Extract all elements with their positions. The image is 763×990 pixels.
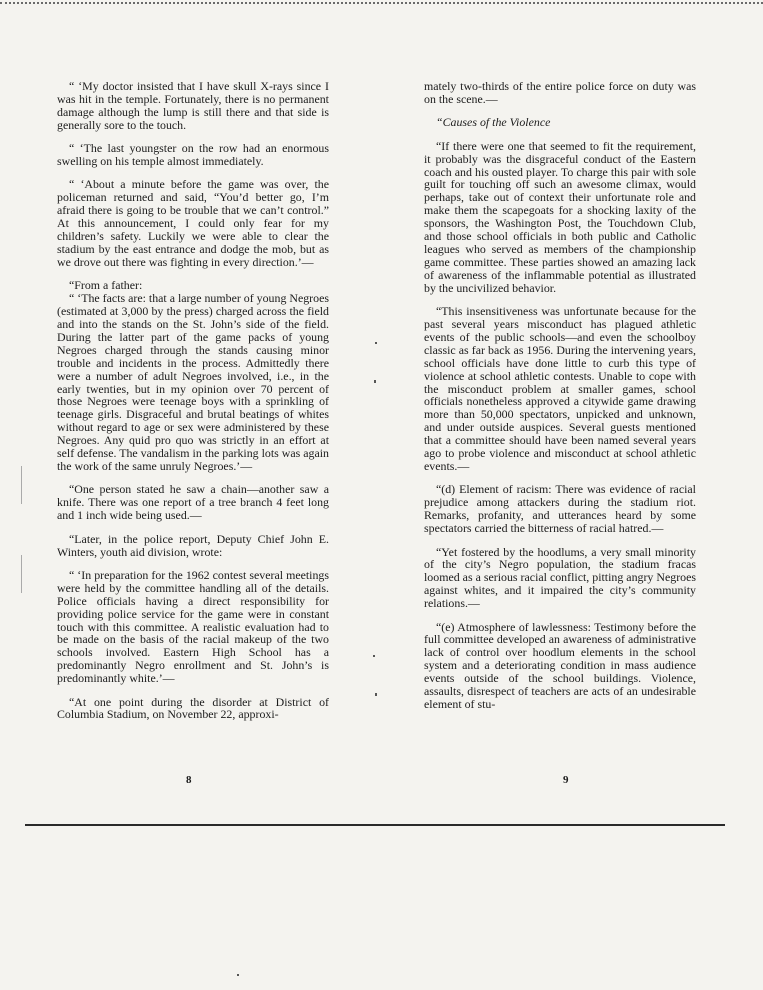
paragraph: “Yet fostered by the hoodlums, a very small minority of the city’s Negro population, the stadium fracas loomed as a serious racial conflict, pitting angry Negroes against whites, and it impaired the city’s community relations.— [424,544,696,611]
right-column [424,80,696,721]
paragraph: “Later, in the police report, Deputy Chief John E. Winters, youth aid division, wrote: [57,531,329,559]
paragraph: “ ‘The facts are: that a large number of young Negroes (estimated at 3,000 by the press) charged across the field and into the stands on the St. John’s side of the field. During the latter part of the game packs of young Negroes charged through the stands causing minor trouble and incidents in the process. Admittedly there were a number of adult Negroes involved, i.e., in the early twenties, but in my opinion over 70 percent of those Negroes were teenage boys with a sprinkling of teenage girls. Disgraceful and brutal beatings of whites without regard to age or sex were administered by these Negroes. Any quid pro quo was strictly in an effort at self defense. The vandalism in the parking lots was again the work of the same unruly Negroes.’— [57,291,329,473]
paragraph: “ ‘My doctor insisted that I have skull X-rays since I was hit in the temple. Fortunately, there is no permanent damage although the lump is still there and that side is generally sore to the touch. [57,79,329,132]
scan-speck [237,974,239,976]
paragraph: “(e) Atmosphere of lawlessness: Testimony before the full committee developed an awareness of administrative lack of control over hoodlum elements in the school system and a deteriorating condition in mass audience events outside of the school buildings. Violence, assaults, disrespect of teachers are acts of an undesirable element of stu- [424,619,696,711]
scan-speck [375,342,377,344]
left-column [57,80,329,732]
paragraph: “This insensitiveness was unfortunate because for the past several years misconduct has plagued athletic events of the public schools—and even the schoolboy classic as far back as 1956. During the intervening years, school officials have done little to curb this type of violence at school athletic contests. Unable to cope with the misconduct problem at smaller games, school officials nonetheless approved a citywide game drawing more than 50,000 spectators, unpicked and unknown, and under outside auspices. Several guests mentioned that a committee should have been named several years ago to probe violence and misconduct at school athletic events.— [424,304,696,473]
scan-speck [21,466,22,504]
scan-speck [21,555,22,593]
paragraph: “ ‘About a minute before the game was over, the policeman returned and said, “You’d better go, I’m afraid there is going to be trouble that we can’t control.” At this announcement, I could only fear for my children’s safety. Luckily we were able to clear the stadium by the east entrance and dodge the mob, but as we drove out there was fighting in every direction.’— [57,177,329,269]
page-number-right: 9 [563,774,569,786]
bottom-rule [25,824,725,826]
top-dotted-border [0,2,763,4]
scan-speck [373,655,375,657]
paragraph: “One person stated he saw a chain—another saw a knife. There was one report of a tree branch 4 feet long and 1 inch wide being used.— [57,482,329,523]
paragraph: mately two-thirds of the entire police force on duty was on the scene.— [424,79,696,106]
paragraph: “At one point during the disorder at District of Columbia Stadium, on November 22, approxi- [57,694,329,722]
scan-speck [375,693,377,696]
section-heading: “Causes of the Violence [436,115,551,130]
paragraph: “(d) Element of racism: There was evidence of racial prejudice among attackers during the stadium riot. Remarks, profanity, and utterances heard by some spectators carried the bitterness of racial hatred.— [424,482,696,536]
scan-speck [374,380,376,383]
paragraph: “From a father: [69,278,143,293]
paragraph: “ ‘The last youngster on the row had an enormous swelling on his temple almost immediately. [57,141,329,169]
paragraph: “If there were one that seemed to fit the requirement, it probably was the disgraceful conduct of the Eastern coach and his ousted player. To charge this pair with sole guilt for touching off such an awesome climax, would perhaps, take out of context their unfortunate role and make them the scapegoats for a shocking laxity of the sponsors, the Washington Post, the Touchdown Club, and those school officials in both public and Catholic leagues who served as members of the championship game committee. These parties showed an amazing lack of awareness of the inflammable potential as illustrated by the uncivilized behavior. [424,138,696,295]
page-number-left: 8 [186,774,192,786]
paragraph: “ ‘In preparation for the 1962 contest several meetings were held by the committee handling all of the details. Police officials having a direct responsibility for providing police service for the game were in constant touch with this committee. A realistic evaluation had to be made on the basis of the racial makeup of the two schools involved. Eastern High School has a predominantly Negro enrollment and St. John’s is predominantly white.’— [57,567,329,686]
